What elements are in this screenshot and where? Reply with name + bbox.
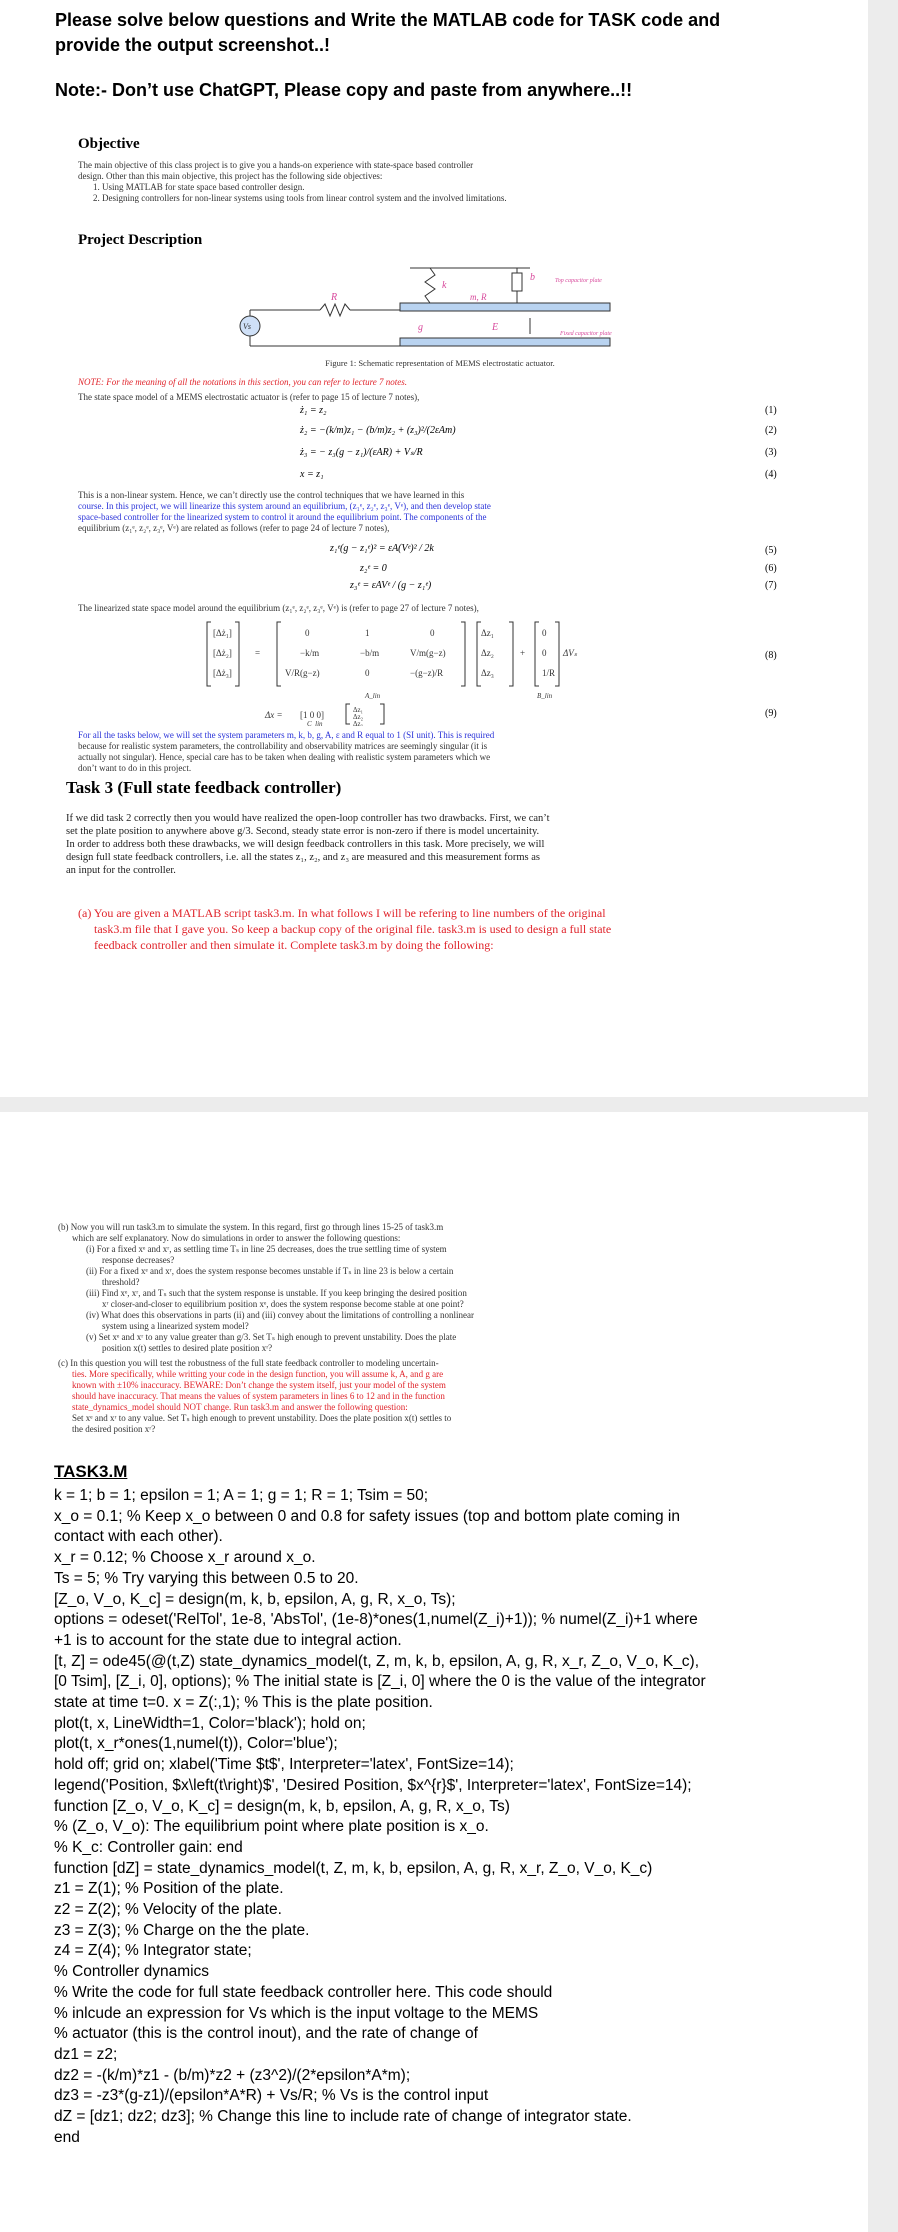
label-vs: Vs: [243, 322, 251, 331]
eq-number-5: (5): [765, 545, 777, 556]
request-note: Note:- Don’t use ChatGPT, Please copy and paste from anywhere..!!: [55, 80, 633, 100]
request-line-1: Please solve below questions and Write the MATLAB code for TASK code and: [55, 10, 721, 30]
svg-text:+: +: [520, 648, 526, 658]
page-1: [0, 0, 868, 1097]
svg-text:0: 0: [365, 668, 370, 678]
svg-text:Δz₂: Δz₂: [481, 648, 494, 658]
code-line: % actuator (this is the control inout), and the rate of change of: [54, 2025, 478, 2043]
task3-intro: If we did task 2 correctly then you would have realized the open-loop controller has two drawbacks. First, we can’t set the plate position to anywhere above g/3. Second, steady state error is non-zero if there is model uncertainity. In order to address both these drawbacks, we will design feedback controllers in this task. More precisely, we will design full state feedback controllers, i.e. all the states z₁, z₂, and z₃ are measured and this measurement forms as an input for the controller.: [66, 813, 550, 876]
objective-text: The main objective of this class project is to give you a hands-on experience with state-space based controller design. Other than this main objective, this project has the following side objectives: 1. Using MATLAB for state space based controller design. 2. Designing controllers for non-linear systems using tools from linear control system and the involved limitations.: [78, 160, 507, 203]
resistor-symbol: [320, 304, 350, 316]
svg-text:[Δż₂]: [Δż₂]: [213, 648, 232, 658]
equation-2: ż₂ = −(k/m)z₁ − (b/m)z₂ + (z₃)²/(2εAm): [300, 425, 456, 436]
eq-number-6: (6): [765, 563, 777, 574]
label-k: k: [442, 280, 447, 291]
code-line: +1 is to account for the state due to integral action.: [54, 1631, 402, 1649]
linearized-matrix-equation: [205, 618, 625, 726]
code-line: Ts = 5; % Try varying this between 0.5 to 20.: [54, 1569, 359, 1587]
svg-text:Δz₁: Δz₁: [481, 628, 494, 638]
nonlinear-paragraph: This is a non-linear system. Hence, we can’t directly use the control techniques that we have learned in this course. In this project, we will linearize this system around an equilibrium, (z₁ᵉ, z₂ᵉ, z₃ᵉ, Vᵉ), and then develop state space-based controller for the linearized system to control it around the equilibrium point. The components of the equilibrium (z₁ᵉ, z₂ᵉ, z₃ᵉ, Vᵉ) are related as follows (refer to page 24 of lecture 7 notes),: [78, 490, 491, 533]
equation-4: x = z₁: [300, 469, 324, 480]
part-c-section: (c) In this question you will test the robustness of the full state feedback controller to modeling uncertain- ties. More specifically, while writting your code in the design function, you will assume k, A, and g are known with ±10% inaccuracy. BEWARE: Don’t change the system itself, just your model of the system should have inaccuracy. That means the values of system parameters in lines 6 to 12 and in the function state_dynamics_model should NOT change. Run task3.m and answer the following question: Set xᵉ and xʳ to any value. Set Tₛ high enough to prevent unstability. Does the plate position x(t) settles to the desired position xʳ?: [58, 1358, 452, 1434]
eq-number-1: (1): [765, 405, 777, 416]
code-line: function [dZ] = state_dynamics_model(t, Z, m, k, b, epsilon, A, g, R, x_r, Z_o, V_o, K_c): [54, 1859, 653, 1877]
equation-6: z₂ᵉ = 0: [360, 563, 387, 574]
svg-text:V/m(g−z): V/m(g−z): [410, 648, 446, 658]
linearized-intro: The linearized state space model around the equilibrium (z₁ᵉ, z₂ᵉ, z₃ᵉ, Vᵉ) is (refer to page 27 of lecture 7 notes),: [78, 603, 479, 613]
equation-3: ż₃ = − z₃(g − z₁)/(εAR) + Vₛ/R: [300, 447, 423, 458]
code-line: x_r = 0.12; % Choose x_r around x_o.: [54, 1549, 316, 1567]
svg-text:Δz₂: Δz₂: [353, 713, 364, 721]
eq-number-7: (7): [765, 580, 777, 591]
code-title: TASK3.M: [54, 1462, 128, 1481]
label-e: E: [492, 322, 499, 333]
label-b: b: [530, 272, 535, 283]
label-b-lin: B_lin: [537, 692, 553, 700]
code-line: z1 = Z(1); % Position of the plate.: [54, 1880, 284, 1898]
label-r: R: [331, 292, 338, 303]
svg-text:0: 0: [430, 628, 435, 638]
request-heading: [55, 8, 845, 58]
code-line: state at time t=0. x = Z(:,1); % This is the plate position.: [54, 1694, 433, 1712]
code-line: z2 = Z(2); % Velocity of the plate.: [54, 1901, 282, 1919]
code-line: function [Z_o, V_o, K_c] = design(m, k, b, epsilon, A, g, R, x_o, Ts): [54, 1797, 510, 1815]
code-line: % Write the code for full state feedback controller here. This code should: [54, 1983, 553, 2001]
code-line: plot(t, x, LineWidth=1, Color='black'); hold on;: [54, 1714, 366, 1732]
damper-icon: [512, 273, 522, 291]
svg-text:Δz₃: Δz₃: [353, 720, 364, 726]
code-line: k = 1; b = 1; epsilon = 1; A = 1; g = 1; R = 1; Tsim = 50;: [54, 1487, 429, 1504]
label-delta-x: Δx =: [265, 710, 283, 720]
code-line: % inlcude an expression for Vs which is the input voltage to the MEMS: [54, 2004, 539, 2022]
code-line: legend('Position, $x\left(t\right)$', 'Desired Position, $x^{r}$', Interpreter='latex', FontSize=14);: [54, 1776, 692, 1794]
code-line: dz2 = -(k/m)*z1 - (b/m)*z2 + (z3^2)/(2*epsilon*A*m);: [54, 2066, 411, 2084]
equation-1: ż₁ = z₂: [300, 405, 327, 416]
code-line: contact with each other).: [54, 1528, 223, 1546]
label-delta-vs: ΔVₛ: [563, 648, 578, 658]
svg-text:[Δż₁]: [Δż₁]: [213, 628, 232, 638]
code-line: x_o = 0.1; % Keep x_o between 0 and 0.8 for safety issues (top and bottom plate coming in: [54, 1507, 680, 1525]
svg-text:[Δż₃]: [Δż₃]: [213, 668, 232, 678]
parameter-paragraph: For all the tasks below, we will set the system parameters m, k, b, g, A, ε and R equal to 1 (SI unit). This is required because for realistic system parameters, the controllability and observability matrices are seemingly singular (it is actually not singular). Hence, special care has to be taken when dealing with realistic system parameters which we don’t want to do in this project.: [78, 730, 495, 773]
svg-text:−k/m: −k/m: [300, 648, 320, 658]
code-line: [0 Tsim], [Z_i, 0], options); % The initial state is [Z_i, 0] where the 0 is the value of the integrator: [54, 1673, 706, 1691]
eq-number-4: (4): [765, 469, 777, 480]
code-line: % Controller dynamics: [54, 1963, 210, 1981]
svg-text:0: 0: [542, 648, 547, 658]
code-line: hold off; grid on; xlabel('Time $t$', Interpreter='latex', FontSize=14);: [54, 1756, 514, 1774]
equation-7: z₃ᵉ = εAVᵉ / (g − z₁ᵉ): [350, 580, 432, 591]
eq-number-8: (8): [765, 650, 777, 661]
code-line: z4 = Z(4); % Integrator state;: [54, 1942, 252, 1960]
code-line: z3 = Z(3); % Charge on the the plate.: [54, 1921, 310, 1939]
matlab-code-block: [54, 1486, 854, 2149]
page-2: [0, 1112, 868, 2232]
code-line: [Z_o, V_o, K_c] = design(m, k, b, epsilon, A, g, R, x_o, Ts);: [54, 1590, 456, 1608]
code-line: plot(t, x_r*ones(1,numel(t)), Color='blue');: [54, 1735, 338, 1753]
label-fixed-plate: Fixed capacitor plate: [560, 331, 612, 337]
code-line: dz3 = -z3*(g-z1)/(epsilon*A*R) + Vs/R; % Vs is the control input: [54, 2087, 489, 2105]
svg-text:1: 1: [365, 628, 370, 638]
code-line: dZ = [dz1; dz2; dz3]; % Change this line to include rate of change of integrator state.: [54, 2108, 632, 2126]
equation-5: z₁ᵉ(g − z₁ᵉ)² = εA(Vᵉ)² / 2k: [330, 543, 434, 554]
task3-part-a: (a) You are given a MATLAB script task3.m. In what follows I will be refering to line numbers of the original task3.m file that I gave you. So keep a backup copy of the original file. task3.m is used to design a full state feedback controller and then simulate it. Complete task3.m by doing the following:: [78, 906, 612, 952]
eq-number-2: (2): [765, 425, 777, 436]
code-line: % (Z_o, V_o): The equilibrium point where plate position is x_o.: [54, 1818, 489, 1836]
code-line: % K_c: Controller gain: end: [54, 1838, 243, 1856]
state-space-intro: The state space model of a MEMS electrostatic actuator is (refer to page 15 of lecture 7 notes),: [78, 392, 420, 402]
figure-caption: Figure 1: Schematic representation of MEMS electrostatic actuator.: [325, 358, 555, 368]
eq-number-9: (9): [765, 708, 777, 719]
part-b-section: (b) Now you will run task3.m to simulate the system. In this regard, first go through lines 15-25 of task3.m which are self explanatory. Now do simulations in order to answer the following questions: (i) For a fixed xᵉ and xʳ, as settling time Tₛ in line 25 decreases, does the true settling time of system response decreases? (ii) For a fixed xᵉ and xʳ, does the system response becomes unstable if Tₛ in line 23 is below a certain threshold? (iii) Find xᵉ, xʳ, and Tₛ such that the system response is unstable. If you keep bringing the desired position xʳ closer-and-closer to equilibrium position xᵉ, does the system response become stable at one point? (iv) What does this observations in parts (ii) and (iii) convey about the limitations of controlling a nonlinear system using a linearized system model? (v) Set xᵉ and xʳ to any value greater than g/3. Set Tₛ high enough to prevent unstability. Does the plate position x(t) settles to desired plate position xʳ?: [58, 1222, 474, 1353]
label-c-lin: C_lin: [307, 720, 323, 726]
mems-schematic-figure: [230, 258, 650, 350]
task3-title: Task 3 (Full state feedback controller): [66, 778, 342, 797]
svg-text:0: 0: [305, 628, 310, 638]
label-g: g: [418, 322, 423, 333]
spring-icon: [425, 268, 435, 303]
code-line: [t, Z] = ode45(@(t,Z) state_dynamics_model(t, Z, m, k, b, epsilon, A, g, R, x_r, Z_o, V_o, K_c),: [54, 1652, 700, 1670]
svg-text:Δz₁: Δz₁: [353, 706, 364, 714]
fixed-plate: [400, 338, 610, 346]
label-m: m, R: [470, 292, 487, 302]
objective-title: Objective: [78, 136, 140, 152]
request-line-2: provide the output screenshot..!: [55, 35, 331, 55]
code-line: options = odeset('RelTol', 1e-8, 'AbsTol', (1e-8)*ones(1,numel(Z_i)+1)); % numel(Z_i)+1 where: [54, 1611, 698, 1629]
eq-number-3: (3): [765, 447, 777, 458]
notation-note: NOTE: For the meaning of all the notations in this section, you can refer to lecture 7 notes.: [78, 377, 408, 387]
svg-text:0: 0: [542, 628, 547, 638]
code-line: dz1 = z2;: [54, 2045, 118, 2063]
svg-text:−b/m: −b/m: [360, 648, 380, 658]
label-top-plate: Top capacitor plate: [555, 278, 602, 284]
svg-text:V/R(g−z): V/R(g−z): [285, 668, 320, 678]
project-title: Project Description: [78, 232, 203, 248]
top-plate: [400, 303, 610, 311]
svg-text:1/R: 1/R: [542, 668, 556, 678]
svg-text:−(g−z)/R: −(g−z)/R: [410, 668, 444, 678]
code-line: end: [54, 2128, 80, 2146]
c-lin-row: [1 0 0]: [300, 710, 324, 720]
label-a-lin: A_lin: [365, 692, 381, 700]
svg-text:=: =: [255, 648, 261, 658]
svg-text:Δz₃: Δz₃: [481, 668, 494, 678]
